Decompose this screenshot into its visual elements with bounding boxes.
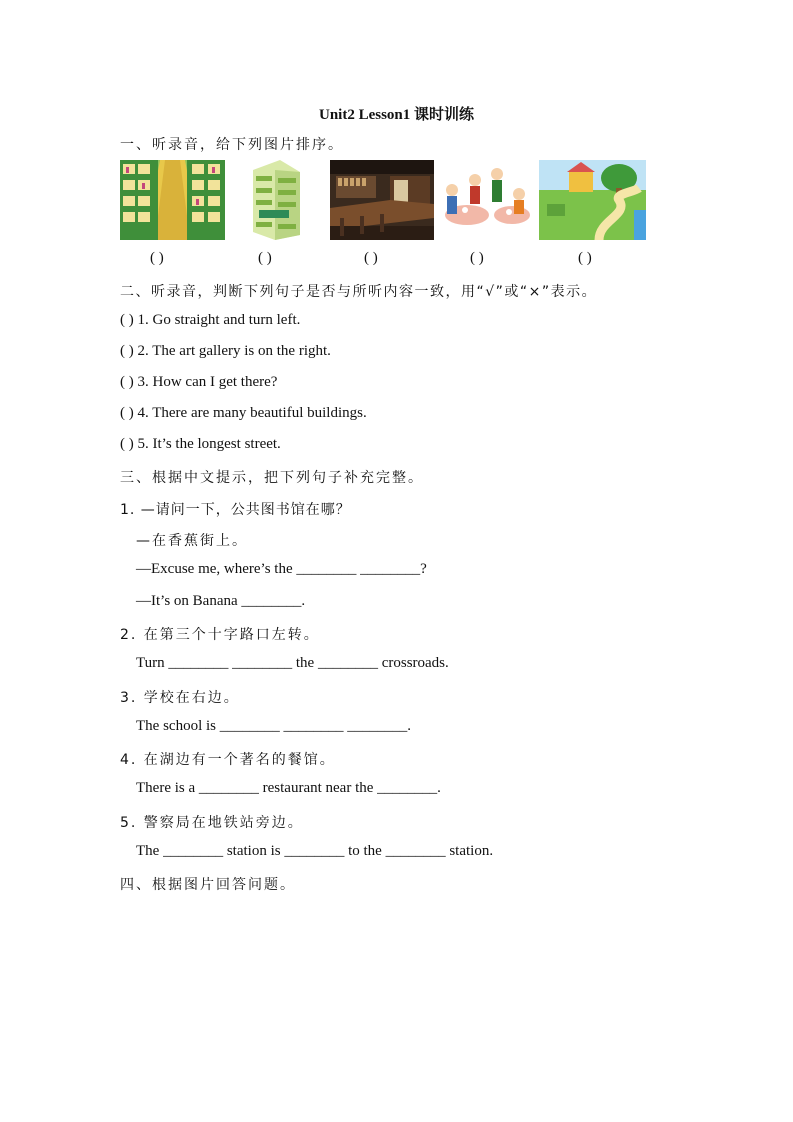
- question-4-chinese: 4. 在湖边有一个著名的餐馆。: [120, 752, 336, 768]
- question-1-chinese: 1. —请问一下，公共图书馆在哪？: [120, 502, 351, 518]
- question-3-english: The school is ________ ________ ________.: [136, 718, 411, 734]
- section3-heading: 三、根据中文提示，把下列句子补充完整。: [120, 470, 424, 486]
- park-path-image: [539, 160, 646, 240]
- section4-heading: 四、根据图片回答问题。: [120, 877, 296, 893]
- picture-answer-blank[interactable]: ( ): [364, 250, 378, 266]
- judgement-item: ( ) 1. Go straight and turn left.: [120, 312, 301, 328]
- green-building-image: [245, 160, 305, 240]
- page-title: Unit2 Lesson1 课时训练: [318, 107, 475, 123]
- bookshelf-corridor-image: [120, 160, 225, 240]
- judgement-item: ( ) 3. How can I get there?: [120, 374, 278, 390]
- section1-heading: 一、听录音，给下列图片排序。: [120, 137, 344, 153]
- picture-answer-blank[interactable]: ( ): [258, 250, 272, 266]
- cafe-interior-photo: [330, 160, 434, 240]
- question-1-english-line: —Excuse me, where’s the ________ ________?: [136, 561, 427, 577]
- judgement-item: ( ) 5. It’s the longest street.: [120, 436, 281, 452]
- question-1-english-answer: —It’s on Banana ________.: [136, 593, 306, 609]
- picture-answer-blank[interactable]: ( ): [470, 250, 484, 266]
- section2-heading: 二、听录音，判断下列句子是否与所听内容一致，用“√”或“×”表示。: [120, 284, 598, 300]
- question-2-english: Turn ________ ________ the ________ crossroads.: [136, 655, 449, 671]
- picture-answer-blank[interactable]: ( ): [150, 250, 164, 266]
- question-4-english: There is a ________ restaurant near the ________.: [136, 780, 441, 796]
- people-eating-image: [437, 160, 535, 240]
- question-5-chinese: 5. 警察局在地铁站旁边。: [120, 815, 304, 831]
- question-5-english: The ________ station is ________ to the ________ station.: [136, 843, 494, 859]
- question-1-chinese-answer: —在香蕉街上。: [136, 533, 248, 549]
- question-3-chinese: 3. 学校在右边。: [120, 690, 240, 706]
- judgement-item: ( ) 2. The art gallery is on the right.: [120, 343, 331, 359]
- picture-answer-blank[interactable]: ( ): [578, 250, 592, 266]
- question-2-chinese: 2. 在第三个十字路口左转。: [120, 627, 320, 643]
- judgement-item: ( ) 4. There are many beautiful buildings.: [120, 405, 367, 421]
